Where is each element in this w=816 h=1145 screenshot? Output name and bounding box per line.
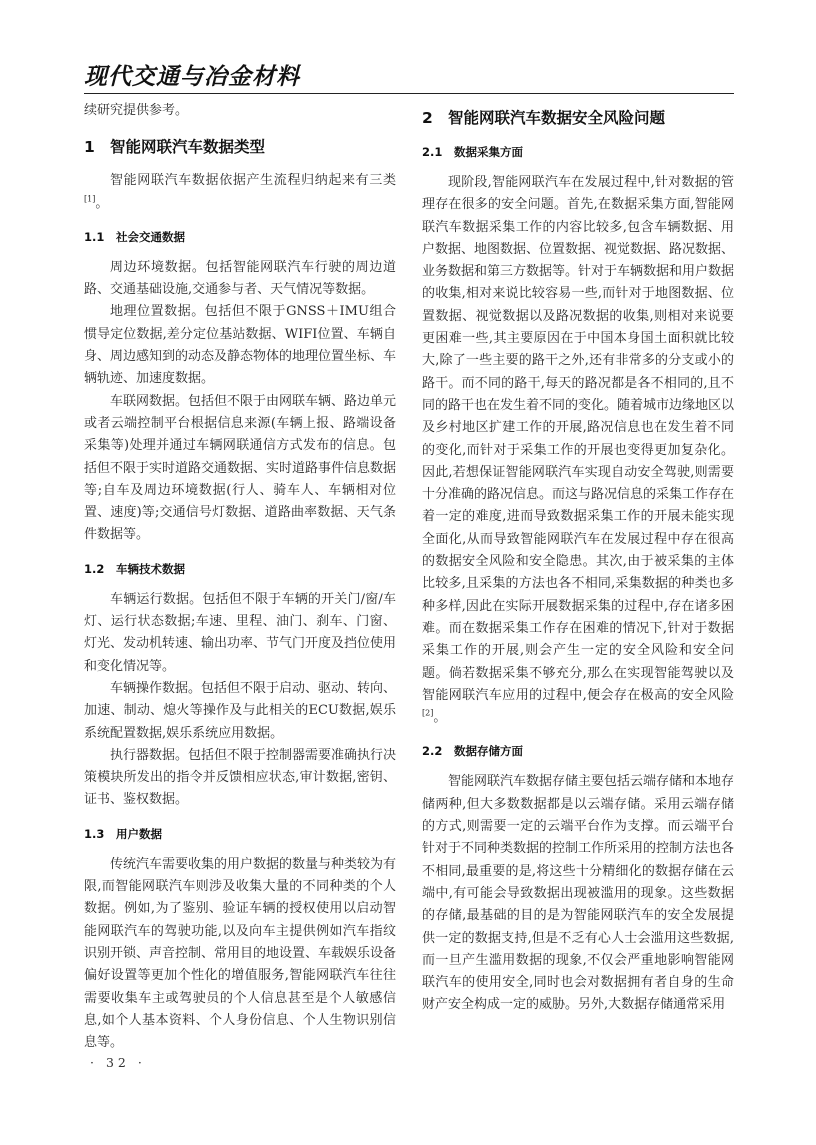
subsection-1-2-heading	[84, 560, 396, 578]
subsection-number: 1.1	[84, 229, 105, 244]
subsection-number: 1.3	[84, 826, 105, 841]
section-2-heading	[422, 106, 734, 130]
subsection-number: 2.1	[422, 145, 443, 159]
paragraph: 执行器数据。包括但不限于控制器需要准确执行决策模块所发出的指令并反馈相应状态,审计数据,密钥、证书、鉴权数据。	[84, 747, 397, 808]
journal-logo: 现代交通与冶金材料	[84, 64, 300, 90]
paragraph: 车辆运行数据。包括但不限于车辆的开关门/窗/车灯、运行状态数据;车速、里程、油门、刹车、门窗、灯光、发动机转速、输出功率、节气门开度及挡位使用和变化情况等。	[84, 591, 397, 674]
page-number: · 32 ·	[90, 1055, 146, 1070]
subsection-2-2-heading	[422, 742, 734, 760]
section-title: 智能网联汽车数据类型	[110, 138, 266, 157]
paragraph: 智能网联汽车数据存储主要包括云端存储和本地存储两种,但大多数数据都是以云端存储。采用云端存储的方式,则需要一定的云端平台作为支撑。而云端平台针对于不同种类数据的控制工作所采用的控制方法也各不相同,最重要的是,将这些十分精细化的数据存储在云端中,有可能会导致数据出现被滥用的现象。这些数据的存储,最基础的目的是为智能网联汽车的安全发展提供一定的数据支持,但是不乏有心人士会滥用这些数据,而一旦产生滥用数据的现象,不仅会严重地影响智能网联汽车的使用安全,同时也会对数据拥有者自身的生命财产安全构成一定的威胁。另外,大数据存储通常采用	[422, 774, 735, 1013]
subsection-number: 1.2	[84, 561, 105, 576]
header-rule	[84, 93, 734, 94]
subsection-title: 数据存储方面	[454, 744, 523, 759]
paragraph: 车联网数据。包括但不限于由网联车辆、路边单元或者云端控制平台根据信息来源(车辆上报、路端设备采集等)处理并通过车辆网联通信方式发布的信息。包括但不限于实时道路交通数据、实时道路事件信息数据等;自车及周边环境数据(行人、骑车人、车辆相对位置、速度)等;交通信号灯数据、道路曲率数据、天气条件数据等。	[84, 393, 397, 543]
section-title: 智能网联汽车数据安全风险问题	[448, 109, 666, 127]
paragraph: 现阶段,智能网联汽车在发展过程中,针对数据的管理存在很多的安全问题。首先,在数据采集方面,智能网联汽车数据采集工作的内容比较多,包含车辆数据、用户数据、地图数据、位置数据、视觉数据、路况数据、业务数据和第三方数据等。针对于车辆数据和用户数据的收集,相对来说比较容易一些,而针对于地图数据、位置数据、视觉数据以及路况数据的收集,则相对来说要更困难一些,其主要原因在于中国本身国土面积就比较大,除了一些主要的路干之外,还有非常多的分支或小的路干。而不同的路干,每天的路况都是各不相同的,且不同的路干也在发生着不同的变化。随着城市边缘地区以及乡村地区扩建工作的开展,路况信息也在发生着不同的变化,而针对于采集工作的开展也变得更加复杂化。因此,若想保证智能网联汽车实现自动安全驾驶,则需要十分准确的路况信息。而这与路况信息的采集工作存在着一定的难度,进而导致数据采集工作的开展未能实现全面化,从而导致智能网联汽车在发展过程中存在很高的数据安全风险和安全隐患。其次,由于被采集的主体比较多,且采集的方法也各不相同,采集数据的种类也多种多样,因此在实际开展数据采集的过程中,存在诸多困难。而在数据采集工作存在困难的情况下,针对于数据采集工作的开展,则会产生一定的安全风险和安全问题。倘若数据采集不够充分,那么在实现智能驾驶以及智能网联汽车应用的过程中,便会存在极高的安全风险[2]。	[422, 175, 735, 726]
subsection-title: 社会交通数据	[116, 229, 185, 244]
subsection-title: 车辆技术数据	[116, 561, 185, 576]
continuation-text: 续研究提供参考。	[84, 103, 189, 118]
section-number: 2	[422, 109, 433, 127]
paragraph: 传统汽车需要收集的用户数据的数量与种类较为有限,而智能网联汽车则涉及收集大量的不同种类的个人数据。例如,为了鉴别、验证车辆的授权使用以启动智能网联汽车的驾驶功能,以及向车主提供例如汽车指纹识别开锁、声音控制、常用目的地设置、车载娱乐设备偏好设置等更加个性化的增值服务,智能网联汽车往往需要收集车主或驾驶员的个人信息甚至是个人敏感信息,如个人基本资料、个人身份信息、个人生物识别信息等。	[84, 856, 397, 1051]
section-1-intro: 智能网联汽车数据依据产生流程归纳起来有三类[1]。	[84, 173, 396, 211]
subsection-1-3-heading	[84, 825, 396, 843]
left-column	[84, 100, 396, 1054]
subsection-1-1-heading	[84, 228, 396, 246]
paragraph: 车辆操作数据。包括但不限于启动、驱动、转向、加速、制动、熄火等操作及与此相关的ECU数据,娱乐系统配置数据,娱乐系统应用数据。	[84, 680, 397, 741]
subsection-title: 用户数据	[116, 826, 162, 841]
subsection-2-1-heading	[422, 143, 734, 161]
right-column	[422, 100, 734, 1017]
citation: [1]	[84, 194, 96, 204]
citation: [2]	[422, 708, 434, 718]
subsection-title: 数据采集方面	[454, 145, 523, 159]
subsection-number: 2.2	[422, 744, 443, 759]
paragraph: 地理位置数据。包括但不限于GNSS＋IMU组合惯导定位数据,差分定位基站数据、WIFI位置、车辆自身、周边感知到的动态及静态物体的地理位置坐标、车辆轨迹、加速度数据。	[84, 304, 397, 387]
paragraph: 周边环境数据。包括智能网联汽车行驶的周边道路、交通基础设施,交通参与者、天气情况等数据。	[84, 259, 396, 298]
section-number: 1	[84, 138, 95, 157]
section-1-heading	[84, 135, 396, 159]
